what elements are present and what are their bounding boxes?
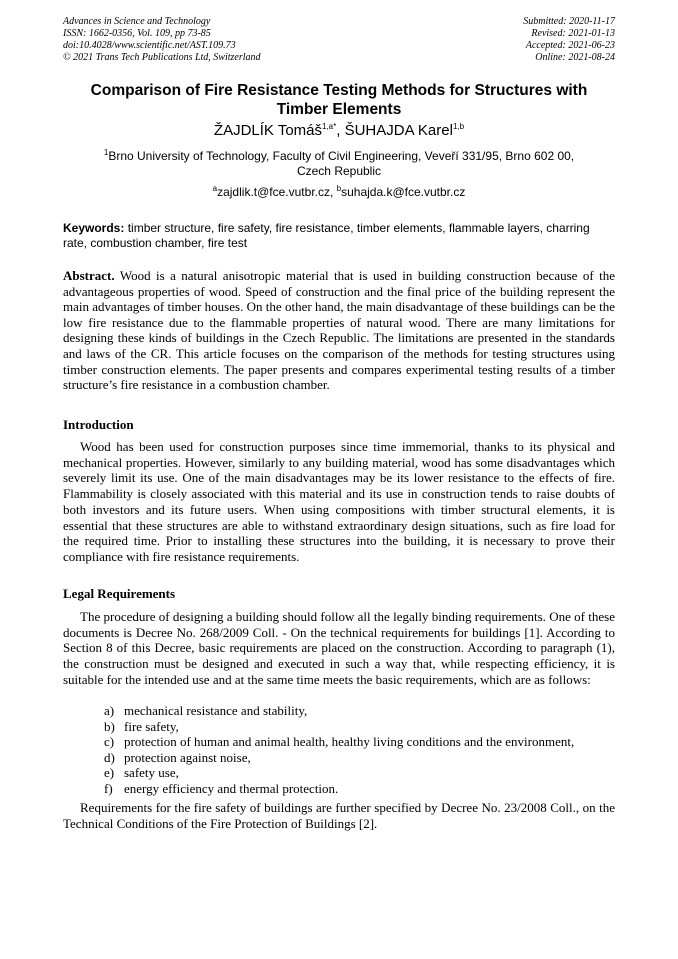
paper-title xyxy=(63,81,615,119)
list-item: b) fire safety, xyxy=(104,718,179,734)
authors xyxy=(63,122,615,140)
email-b[interactable]: suhajda.k@fce.vutbr.cz xyxy=(341,185,466,199)
date-accepted: Accepted: 2021-06-23 xyxy=(525,40,615,51)
keywords xyxy=(63,221,615,250)
email-a-marker: a xyxy=(212,184,218,193)
keywords-label: Keywords: xyxy=(63,221,125,235)
author-separator: , xyxy=(336,122,345,139)
legal-closing-paragraph: Requirements for the fire safety of buildings are further specified by Decree No. 23/2008 Coll., on the Technical Conditions of the Fire Protection of Buildings [2]. xyxy=(63,800,615,831)
email-b-marker: b xyxy=(336,184,342,193)
requirements-list xyxy=(104,703,574,797)
affiliation-line-2: Czech Republic xyxy=(296,164,382,178)
introduction-paragraph: Wood has been used for construction purposes since time immemorial, thanks to its physical and mechanical properties. However, similarly to any building material, wood has some disadvantages which severely limit its use. One of the main disadvantages may be its lower resistance to the effects of fire. Flammability is closely associated with this material and its use in construction tends to raise doubts of both investors and its future users. When using compositions with timber structural elements, it is essential that these structures are able to withstand extraordinary design situations, such as fire load for the required time. Prior to installing these structures into the building, it is necessary to prove their compliance with fire resistance requirements. xyxy=(63,439,615,564)
introduction-heading: Introduction xyxy=(63,417,134,432)
journal-doi: doi:10.4028/www.scientific.net/AST.109.73 xyxy=(63,40,236,51)
legal-paragraph: The procedure of designing a building should follow all the legally binding requirements. One of these documents is Decree No. 268/2009 Coll. - On the technical requirements for buildings [1]. According to Section 8 of this Decree, basic requirements are placed on the construction. According to paragraph (1), the construction must be designed and executed in such a way that, while respecting efficiency, it is suitable for the intended use and at the same time meets the basic requirements, which are as follows: xyxy=(63,609,615,687)
list-item: f) energy efficiency and thermal protection. xyxy=(104,780,339,796)
legal-heading: Legal Requirements xyxy=(63,586,176,601)
list-item: d) protection against noise, xyxy=(104,749,251,765)
journal-name: Advances in Science and Technology xyxy=(63,16,211,27)
journal-copyright: © 2021 Trans Tech Publications Ltd, Switzerland xyxy=(63,52,261,63)
journal-info xyxy=(63,16,261,64)
author-2: ŠUHAJDA Karel xyxy=(344,122,453,139)
list-item: e) safety use, xyxy=(104,765,179,781)
author-2-affil: 1,b xyxy=(452,122,465,131)
abstract-label: Abstract. xyxy=(63,268,115,283)
author-1: ŽAJDLÍK Tomáš xyxy=(213,122,322,139)
author-emails: $^a$zajdlik.t@fce.vutbr.cz, $^b$suhajda.k@fce.vutbr.cz xyxy=(212,184,466,199)
affiliation-marker: 1 xyxy=(103,148,109,157)
list-item: c) protection of human and animal health, healthy living conditions and the environment, xyxy=(104,734,575,750)
title-line-1: Comparison of Fire Resistance Testing Methods for Structures with xyxy=(90,82,588,99)
affiliation-line-1: $^1$Brno University of Technology, Faculty of Civil Engineering, Veveří 331/95, Brno 602 00, xyxy=(103,148,575,163)
affiliation xyxy=(63,149,615,179)
date-submitted: Submitted: 2020-11-17 xyxy=(523,16,615,27)
abstract xyxy=(63,268,615,393)
journal-issn: ISSN: 1662-0356, Vol. 109, pp 73-85 xyxy=(63,28,211,39)
list-item: a) mechanical resistance and stability, xyxy=(104,703,308,718)
abstract-text: Wood is a natural anisotropic material that is used in building construction because of the advantageous properties of wood. Speed of construction and the final price of the building represent the main advantages of timber houses. On the other hand, the main disadvantage of these buildings can be the low fire resistance due to the flammable properties of natural wood. There are many limitations for designing these kinds of buildings in the Czech Republic. The limitations are presented in the standards and laws of the CR. This article focuses on the comparison of the methods for testing structures using timber construction elements. The paper presents and compares experimental testing results of a timber structure’s fire resistance in a combustion chamber. xyxy=(63,268,615,393)
keywords-text: timber structure, fire safety, fire resistance, timber elements, flammable layers, charring rate, combustion chamber, fire test xyxy=(63,221,590,250)
email-a[interactable]: zajdlik.t@fce.vutbr.cz xyxy=(217,185,330,199)
publication-dates xyxy=(523,16,615,64)
title-line-2: Timber Elements xyxy=(276,101,402,118)
author-1-affil: 1,a* xyxy=(322,122,337,131)
date-revised: Revised: 2021-01-13 xyxy=(531,28,615,39)
date-online: Online: 2021-08-24 xyxy=(535,52,615,63)
